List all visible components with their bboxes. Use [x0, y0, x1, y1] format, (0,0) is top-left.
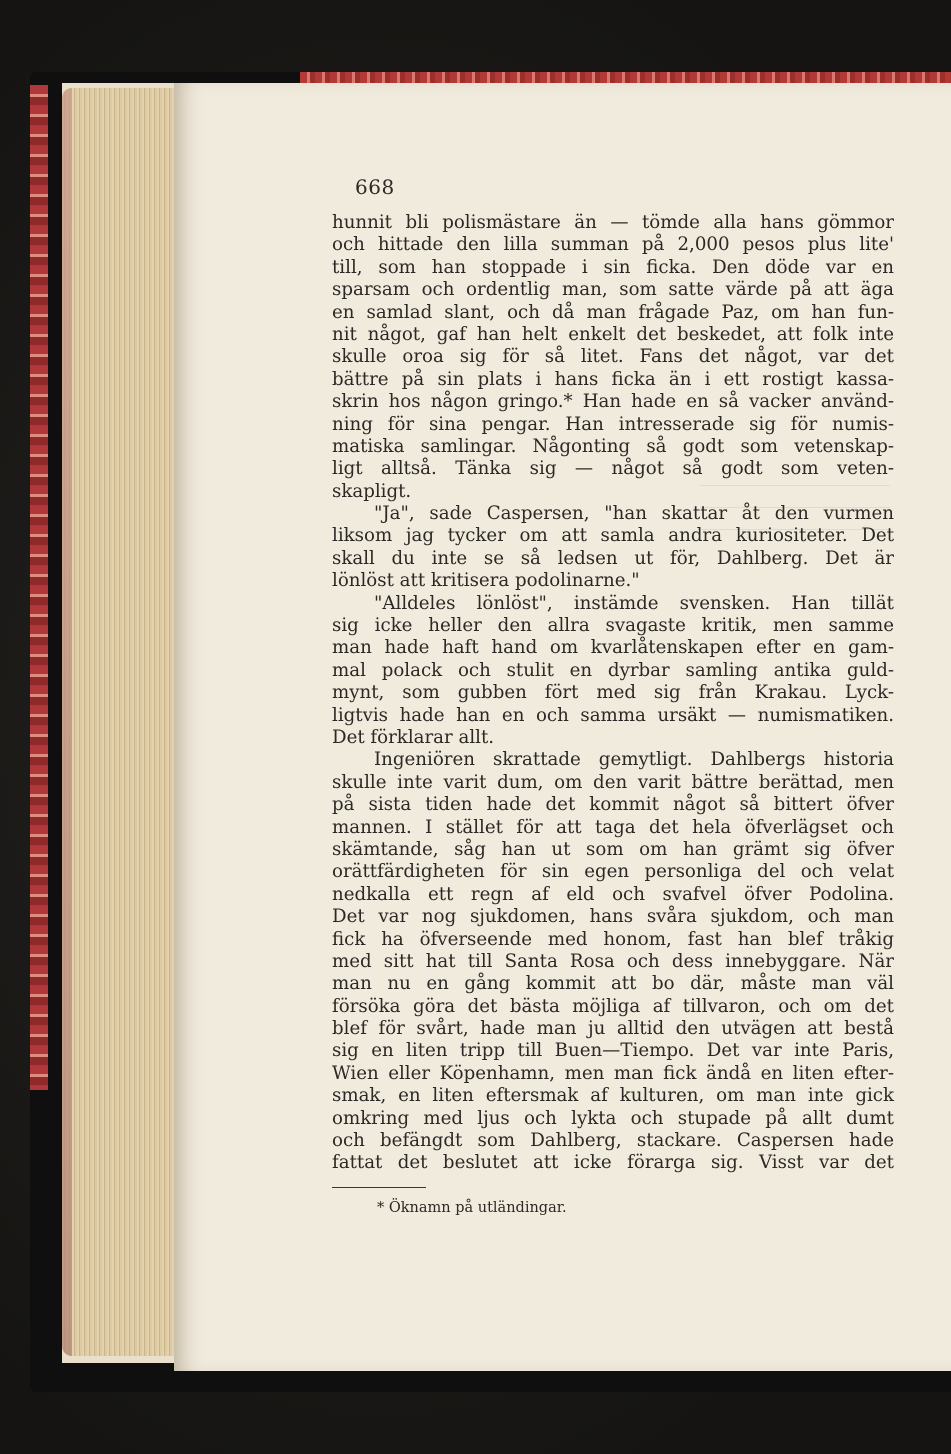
text-line: fick ha öfverseende med honom, fast han blef tråkig [332, 928, 894, 950]
text-line: mannen. I stället för att taga det hela öfverlägset och [332, 816, 894, 838]
text-line: fattat det beslutet att icke förarga sig. Visst var det [332, 1152, 894, 1174]
cover-marbled-edge-side [30, 85, 48, 1090]
text-line: omkring med ljus och lykta och stupade på allt dumt [332, 1107, 894, 1129]
page-edges-tint [62, 88, 72, 1356]
text-line: och befängdt som Dahlberg, stackare. Caspersen hade [332, 1130, 894, 1152]
text-line: man hade haft hand om kvarlåtenskapen efter en gam- [332, 637, 894, 659]
text-line: hunnit bli polismästare än — tömde alla hans gömmor [332, 212, 894, 233]
text-line: Det var nog sjukdomen, hans svåra sjukdom, och man [332, 906, 894, 928]
text-line: skall du inte se så ledsen ut för, Dahlberg. Det är [332, 547, 894, 569]
text-line: nedkalla ett regn af eld och svafvel öfver Podolina. [332, 883, 894, 905]
text-line: till, som han stoppade i sin ficka. Den döde var en [332, 256, 894, 278]
text-line: liksom jag tycker om att samla andra kuriositeter. Det [332, 525, 894, 547]
text-line: orättfärdigheten för sin egen personliga del och velat [332, 861, 894, 883]
text-line: ligtvis hade han en och samma ursäkt — numismatiken. [332, 704, 894, 726]
text-line: blef för svårt, hade man ju alltid den utvägen att bestå [332, 1018, 894, 1040]
footnote: * Öknamn på utländingar. [377, 1200, 567, 1216]
text-line: med sitt hat till Santa Rosa och dess innebyggare. När [332, 950, 894, 972]
text-line: skrin hos någon gringo.* Han hade en så vacker använd- [332, 391, 894, 413]
text-line: mynt, som gubben fört med sig från Krakau. Lyck- [332, 682, 894, 704]
text-line: Ingeniören skrattade gemytligt. Dahlbergs historia [374, 749, 894, 771]
text-line: lönlöst att kritisera podolinarne." [332, 570, 640, 592]
footnote-rule [332, 1187, 426, 1188]
text-line: Wien eller Köpenhamn, men man fick ändå en liten efter- [332, 1062, 894, 1084]
text-line: mal polack och stulit en dyrbar samling antika guld- [332, 659, 894, 681]
body-text [332, 212, 894, 1175]
text-line: Det förklarar allt. [332, 726, 495, 748]
text-line: en samlad slant, och då man frågade Paz, om han fun- [332, 301, 894, 323]
page-number: 668 [355, 175, 395, 199]
text-line: sparsam och ordentlig man, som satte värde på att äga [332, 279, 894, 301]
text-line: man nu en gång kommit att bo där, måste man väl [332, 973, 894, 995]
text-line: smak, en liten eftersmak af kulturen, om man inte gick [332, 1085, 894, 1107]
text-line: och hittade den lilla summan på 2,000 pesos plus lite' [332, 234, 894, 256]
text-line: ligt alltså. Tänka sig — något så godt som veten- [332, 458, 894, 480]
text-line: bättre på sin plats i hans ficka än i ett rostigt kassa- [332, 368, 894, 390]
text-line: nit något, gaf han helt enkelt det beskedet, att folk inte [332, 323, 894, 345]
text-line: skämtande, såg han ut som om han grämt sig öfver [332, 838, 894, 860]
text-line: försöka göra det bästa möjliga af tillvaron, och om det [332, 995, 894, 1017]
text-line: skulle inte varit dum, om den varit bättre berättad, men [332, 771, 894, 793]
text-line: på sista tiden hade det kommit något så bittert öfver [332, 794, 894, 816]
text-line: sig en liten tripp till Buen—Tiempo. Det var inte Paris, [332, 1040, 894, 1062]
text-line: "Alldeles lönlöst", instämde svensken. Han tillät [374, 592, 894, 614]
text-line: sig icke heller den allra svagaste kritik, men samme [332, 615, 894, 637]
text-line: skulle oroa sig för så litet. Fans det något, var det [332, 346, 894, 368]
text-line: "Ja", sade Caspersen, "han skattar åt den vurmen [374, 503, 894, 525]
text-line: skapligt. [332, 480, 412, 502]
text-line: ning för sina pengar. Han intresserade sig för numis- [332, 413, 894, 435]
text-line: matiska samlingar. Någonting så godt som vetenskap- [332, 435, 894, 457]
page-edges [62, 88, 174, 1356]
